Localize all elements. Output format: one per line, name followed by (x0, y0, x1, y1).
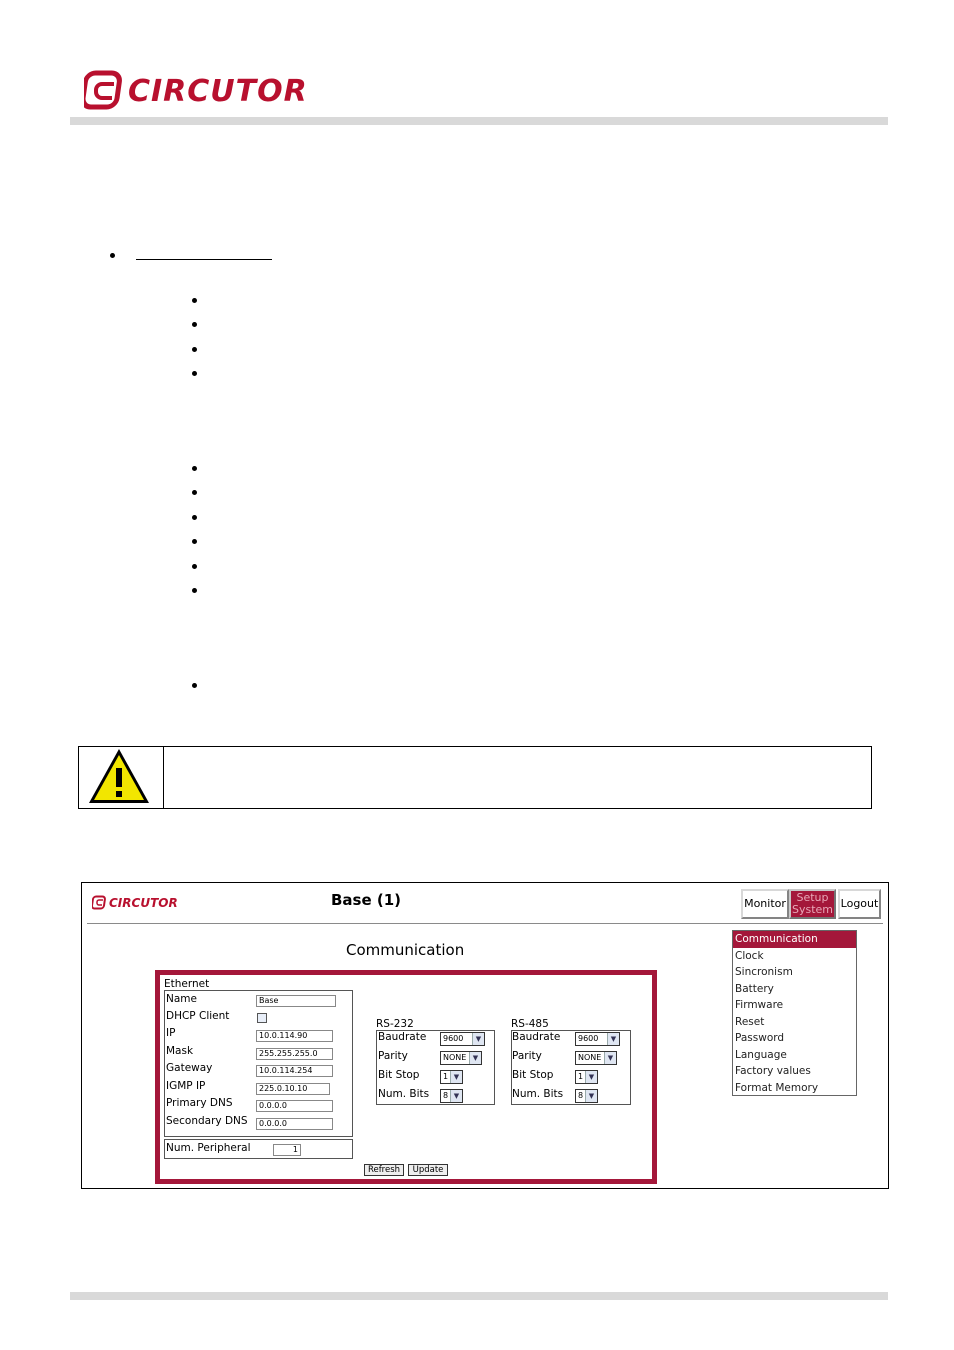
circutor-mini-logo-icon (92, 895, 108, 911)
bullet (192, 539, 197, 544)
menu-item-reset[interactable]: Reset (735, 1015, 765, 1028)
dhcp-client-checkbox[interactable] (257, 1013, 267, 1023)
section-link-underline (136, 259, 272, 260)
bullet (192, 515, 197, 520)
primary-dns-input[interactable]: 0.0.0.0 (256, 1100, 333, 1112)
warning-divider (163, 746, 164, 809)
rs232-baudrate-select[interactable] (440, 1032, 485, 1046)
warning-triangle-icon (86, 746, 152, 806)
rs485-parity-label: Parity (512, 1050, 542, 1062)
footer-rule (70, 1292, 888, 1300)
chevron-down-icon: ▼ (450, 1071, 462, 1083)
rs485-bitstop-label: Bit Stop (512, 1069, 554, 1081)
gateway-input[interactable]: 10.0.114.254 (256, 1065, 333, 1077)
rs485-parity-select[interactable] (575, 1051, 617, 1065)
menu-item-clock[interactable]: Clock (735, 949, 764, 962)
header-rule (70, 117, 888, 125)
rs232-parity-value: NONE (443, 1053, 467, 1062)
name-label: Name (166, 993, 197, 1005)
rs485-baudrate-value: 9600 (578, 1034, 599, 1043)
mask-label: Mask (166, 1045, 194, 1057)
rs485-baudrate-label: Baudrate (512, 1031, 561, 1043)
igmp-ip-input[interactable]: 225.0.10.10 (256, 1083, 330, 1095)
chevron-down-icon: ▼ (607, 1033, 619, 1045)
menu-item-firmware[interactable]: Firmware (735, 999, 784, 1011)
bullet (192, 347, 197, 352)
communication-panel (155, 970, 657, 1184)
rs485-parity-value: NONE (578, 1053, 602, 1062)
bullet (192, 466, 197, 471)
chevron-down-icon: ▼ (472, 1033, 484, 1045)
bullet (110, 253, 115, 258)
num-peripheral-input[interactable]: 1 (273, 1144, 301, 1156)
bullet (192, 298, 197, 303)
logout-button[interactable]: Logout (838, 889, 881, 919)
rs232-numbits-value: 8 (443, 1091, 449, 1100)
page-title: Communication (346, 941, 465, 959)
menu-item-factory-values[interactable]: Factory values (735, 1065, 811, 1077)
refresh-button[interactable]: Refresh (364, 1164, 404, 1176)
header-divider (87, 923, 883, 924)
secondary-dns-input[interactable]: 0.0.0.0 (256, 1118, 333, 1130)
system-label: System (791, 903, 834, 916)
bullet (192, 564, 197, 569)
rs485-bitstop-value: 1 (578, 1072, 584, 1081)
rs485-numbits-select[interactable] (575, 1089, 598, 1103)
rs232-parity-label: Parity (378, 1050, 408, 1062)
primary-dns-label: Primary DNS (166, 1097, 233, 1109)
warning-box (78, 746, 872, 809)
rs232-numbits-label: Num. Bits (378, 1088, 430, 1100)
rs232-bitstop-label: Bit Stop (378, 1069, 420, 1081)
circutor-logo-icon (84, 70, 128, 114)
setup-label: Setup (796, 891, 829, 904)
bullet (192, 683, 197, 688)
menu-item-password[interactable]: Password (735, 1032, 785, 1044)
rs485-numbits-label: Num. Bits (512, 1088, 564, 1100)
menu-item-sincronism[interactable]: Sincronism (735, 966, 793, 978)
device-title: Base (1) (331, 891, 402, 909)
menu-item-language[interactable]: Language (735, 1048, 787, 1061)
menu-item-format-memory[interactable]: Format Memory (735, 1081, 819, 1094)
rs232-bitstop-select[interactable] (440, 1070, 463, 1084)
ip-label: IP (166, 1027, 176, 1039)
mini-brand-name: CIRCUTOR (109, 896, 178, 910)
bullet (192, 371, 197, 376)
chevron-down-icon: ▼ (585, 1071, 597, 1083)
menu-item-battery[interactable]: Battery (735, 982, 774, 995)
rs232-parity-select[interactable] (440, 1051, 482, 1065)
menu-item-communication[interactable]: Communication (733, 931, 856, 948)
rs485-baudrate-select[interactable] (575, 1032, 620, 1046)
rs485-bitstop-select[interactable] (575, 1070, 598, 1084)
num-peripheral-label: Num. Peripheral (166, 1142, 251, 1154)
bullet (192, 322, 197, 327)
chevron-down-icon: ▼ (585, 1090, 597, 1102)
mask-input[interactable]: 255.255.255.0 (256, 1048, 333, 1060)
web-interface-screenshot (81, 882, 889, 1189)
monitor-button[interactable]: Monitor (741, 889, 789, 919)
dhcp-client-label: DHCP Client (166, 1010, 230, 1022)
bullet (192, 490, 197, 495)
brand-name: CIRCUTOR (128, 74, 308, 109)
name-input[interactable]: Base (256, 995, 336, 1007)
rs485-numbits-value: 8 (578, 1091, 584, 1100)
rs485-legend: RS-485 (511, 1018, 549, 1030)
rs232-baudrate-value: 9600 (443, 1034, 464, 1043)
bullet (192, 588, 197, 593)
ip-input[interactable]: 10.0.114.90 (256, 1030, 333, 1042)
setup-system-button[interactable] (789, 889, 836, 919)
rs232-bitstop-value: 1 (443, 1072, 449, 1081)
chevron-down-icon: ▼ (450, 1090, 462, 1102)
chevron-down-icon: ▼ (469, 1052, 481, 1064)
igmp-ip-label: IGMP IP (166, 1080, 206, 1092)
setup-menu (732, 930, 857, 1096)
rs232-numbits-select[interactable] (440, 1089, 463, 1103)
rs232-baudrate-label: Baudrate (378, 1031, 427, 1043)
ethernet-legend: Ethernet (164, 978, 210, 990)
update-button[interactable]: Update (408, 1164, 448, 1176)
secondary-dns-label: Secondary DNS (166, 1115, 248, 1127)
chevron-down-icon: ▼ (604, 1052, 616, 1064)
gateway-label: Gateway (166, 1062, 213, 1074)
rs232-legend: RS-232 (376, 1018, 414, 1030)
